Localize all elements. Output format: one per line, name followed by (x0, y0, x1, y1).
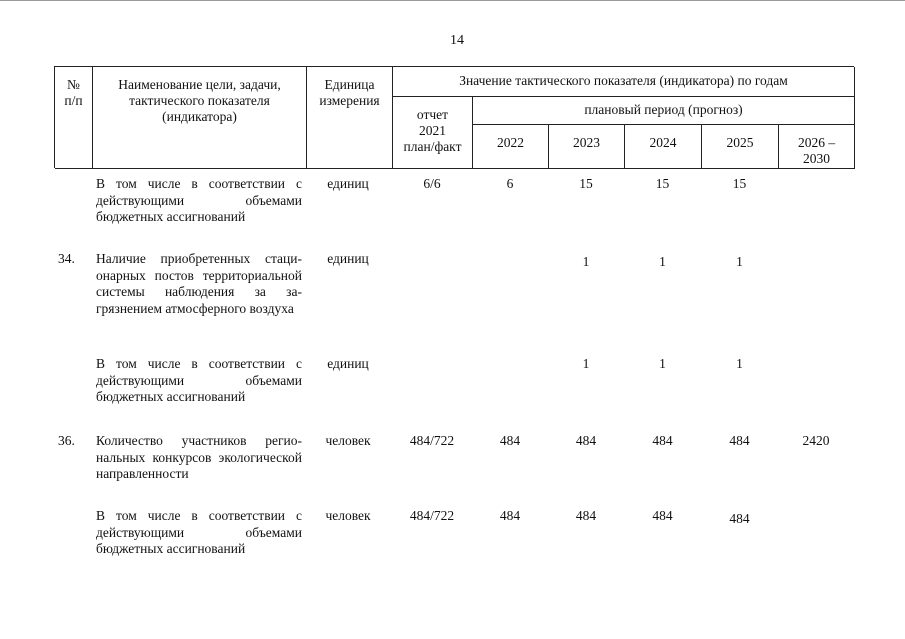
row-value-2022: 6 (506, 176, 514, 191)
row-unit: единиц (327, 251, 369, 266)
row-value-2023: 1 (582, 356, 590, 371)
header-year-text: 2026 – 2030 (797, 135, 836, 167)
row-value-2022: 484 (499, 508, 521, 523)
row-value-2025: 484 (729, 511, 750, 526)
header-name-text: Наименование цели, задачи, тактического показателя (индикатора) (118, 77, 281, 125)
row-value-2024: 15 (655, 176, 670, 191)
header-number (55, 67, 93, 169)
header-unit (307, 67, 393, 169)
row-number: 36. (58, 433, 75, 448)
row-value-2026-2030: 2420 (802, 433, 830, 448)
row-name: Количество участников региональных конкурсов экологической направленности (96, 433, 302, 481)
row-value-2024: 1 (659, 356, 666, 371)
row-unit: единиц (327, 356, 369, 371)
header-year-2026-2030 (779, 125, 855, 169)
row-value-2024: 484 (652, 433, 673, 448)
row-number: 34. (58, 251, 75, 266)
row-name: В том числе в соответствии с действующими объемами бюджетных ассигнований (96, 356, 302, 404)
header-year-text: 2023 (573, 135, 600, 150)
header-year-text: 2024 (649, 135, 677, 150)
row-value-2025: 1 (736, 356, 743, 371)
row-name: Наличие приобретенных стационарных постов территориальной системы наблюдения за загрязнением атмосферного воздуха (96, 251, 302, 316)
row-value-2025: 15 (732, 176, 747, 191)
row-unit: человек (325, 433, 371, 448)
page-number: 14 (450, 33, 464, 48)
header-year-2022 (473, 125, 549, 169)
row-value-2025: 484 (729, 433, 750, 448)
row-value-2023: 15 (579, 176, 593, 191)
row-name: В том числе в соответствии с действующими объемами бюджетных ассигнований (96, 508, 302, 556)
row-unit: единиц (327, 176, 369, 191)
header-report (393, 97, 473, 169)
row-name: В том числе в соответствии с действующими объемами бюджетных ассигнований (96, 176, 302, 224)
page-top-rule (0, 0, 905, 1)
header-plan-period-text: плановый период (прогноз) (584, 102, 743, 118)
row-value-2022: 484 (499, 433, 521, 448)
row-value-2024: 1 (659, 254, 666, 269)
row-report-value: 484/722 (409, 508, 455, 523)
header-year-text: 2022 (497, 135, 524, 150)
row-value-2023: 484 (575, 433, 597, 448)
table-row (54, 433, 874, 513)
header-name (93, 67, 307, 169)
row-value-2025: 1 (736, 254, 743, 269)
row-report-value: 484/722 (409, 433, 455, 448)
row-report-value: 6/6 (423, 176, 441, 191)
table-row (54, 251, 874, 341)
row-value-2023: 484 (575, 508, 597, 523)
header-year-2024 (625, 125, 702, 169)
header-values-title (393, 67, 855, 97)
row-value-2024: 484 (652, 508, 673, 523)
table-header (54, 66, 854, 168)
header-year-2025 (702, 125, 779, 169)
row-unit: человек (325, 508, 371, 523)
header-plan-period (473, 97, 855, 125)
header-values-title-text: Значение тактического показателя (индикатора) по годам (459, 73, 788, 89)
header-unit-text: Единица измерения (319, 77, 380, 109)
header-number-text: № п/п (64, 77, 83, 109)
header-year-text: 2025 (726, 135, 754, 150)
header-report-text: отчет 2021 план/факт (403, 107, 462, 155)
table-row (54, 508, 874, 588)
row-value-2023: 1 (582, 254, 590, 269)
table-row (54, 356, 874, 436)
header-year-2023 (549, 125, 625, 169)
table-row (54, 176, 874, 256)
